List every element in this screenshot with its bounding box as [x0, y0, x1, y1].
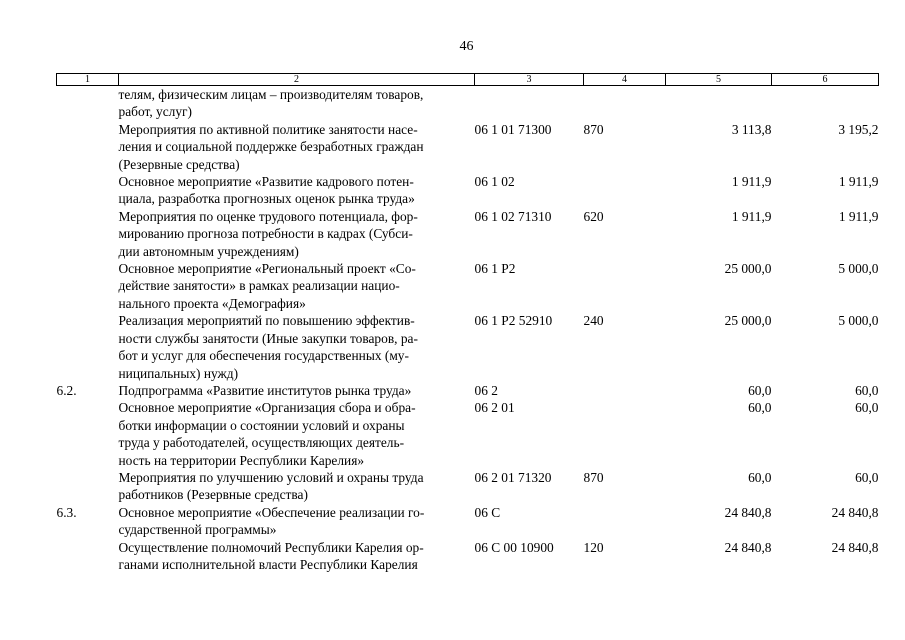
row-amount-year-2: 24 840,8 — [831, 504, 879, 520]
row-name — [119, 86, 475, 121]
row-number — [57, 260, 119, 312]
row-expense-type — [584, 260, 666, 312]
table-row — [57, 208, 879, 260]
row-number — [57, 208, 119, 260]
column-header-1: 1 — [57, 74, 119, 86]
row-amount-year-2: 60,0 — [855, 382, 879, 398]
row-number — [57, 121, 119, 173]
column-header-4: 4 — [584, 74, 666, 86]
row-name-line: работников (Резервные средства) — [118, 487, 308, 503]
row-name-line: ность на территории Республики Карелия» — [118, 452, 365, 468]
row-name-line: Подпрограмма «Развитие институтов рынка труда» — [118, 382, 412, 398]
row-amount-year-1: 60,0 — [748, 469, 772, 485]
row-code: 06 2 01 — [474, 400, 515, 416]
row-name — [119, 312, 475, 382]
row-expense-type — [584, 382, 666, 399]
row-name-line: Осуществление полномочий Республики Карелия ор- — [118, 539, 424, 555]
row-amount-year-1: 1 911,9 — [731, 208, 772, 224]
column-header-6: 6 — [772, 74, 879, 86]
row-code — [475, 86, 584, 121]
row-name-line: Основное мероприятие «Организация сбора и обра- — [118, 400, 416, 416]
table-row — [57, 539, 879, 574]
column-number-row — [57, 74, 879, 86]
row-number — [57, 312, 119, 382]
table-row — [57, 469, 879, 504]
row-amount-year-1: 60,0 — [748, 400, 772, 416]
row-amount-year-2: 5 000,0 — [838, 261, 879, 277]
row-name-line: дии автономным учреждениям) — [118, 243, 299, 259]
column-header-5: 5 — [666, 74, 772, 86]
row-number — [57, 399, 119, 469]
row-expense-type: 240 — [583, 313, 604, 329]
row-amount-year-1: 25 000,0 — [724, 261, 772, 277]
row-amount-year-1: 3 113,8 — [731, 121, 772, 137]
row-expense-type — [584, 504, 666, 539]
row-name-line: бот и услуг для обеспечения государственных (му- — [118, 348, 409, 364]
page-number: 46 — [459, 39, 474, 54]
row-amount-year-2: 3 195,2 — [838, 121, 879, 137]
row-name-line: ления и социальной поддержке безработных граждан — [118, 139, 424, 155]
row-expense-type — [584, 399, 666, 469]
table-body — [57, 86, 879, 574]
table-row — [57, 504, 879, 539]
table-row — [57, 382, 879, 399]
row-amount-year-2: 60,0 — [855, 469, 879, 485]
row-amount-year-2: 1 911,9 — [838, 174, 879, 190]
row-number — [57, 539, 119, 574]
row-name-line: Основное мероприятие «Обеспечение реализации го- — [118, 504, 425, 520]
table-row — [57, 312, 879, 382]
budget-table — [56, 73, 879, 573]
column-header-2: 2 — [119, 74, 475, 86]
row-name-line: мированию прогноза потребности в кадрах (Субси- — [118, 226, 413, 242]
row-number: 6.3. — [56, 504, 77, 520]
table-row — [57, 121, 879, 173]
table-row — [57, 260, 879, 312]
row-code: 06 1 02 — [474, 174, 515, 190]
row-expense-type — [584, 86, 666, 121]
row-number — [57, 469, 119, 504]
row-name-line: Мероприятия по оценке трудового потенциала, фор- — [118, 208, 418, 224]
row-name-line: ниципальных) нужд) — [118, 365, 239, 381]
row-expense-type: 870 — [583, 121, 604, 137]
row-name — [119, 539, 475, 574]
row-name-line: циала, разработка прогнозных оценок рынка труда» — [118, 191, 415, 207]
row-code: 06 1 P2 52910 — [474, 313, 553, 329]
row-name-line: Мероприятия по активной политике занятости насе- — [118, 121, 418, 137]
row-amount-year-1 — [666, 86, 772, 121]
row-expense-type: 620 — [583, 208, 604, 224]
row-name — [119, 260, 475, 312]
row-name — [119, 504, 475, 539]
row-name-line: работ, услуг) — [118, 104, 192, 120]
row-expense-type: 870 — [583, 469, 604, 485]
row-code: 06 1 02 71310 — [474, 208, 552, 224]
row-amount-year-2: 5 000,0 — [838, 313, 879, 329]
row-expense-type — [584, 173, 666, 208]
row-name — [119, 173, 475, 208]
row-name-line: сударственной программы» — [118, 522, 277, 538]
row-number — [57, 86, 119, 121]
row-amount-year-2: 24 840,8 — [831, 539, 879, 555]
row-name-line: действие занятости» в рамках реализации нацио- — [118, 278, 400, 294]
row-number: 6.2. — [56, 382, 77, 398]
row-name — [119, 208, 475, 260]
row-name-line: Основное мероприятие «Региональный проект «Со- — [118, 261, 416, 277]
row-name-line: Основное мероприятие «Развитие кадрового потен- — [118, 174, 414, 190]
row-name-line: ботки информации о состоянии условий и охраны — [118, 417, 405, 433]
row-name-line: (Резервные средства) — [118, 156, 240, 172]
row-name — [119, 121, 475, 173]
row-code: 06 1 01 71300 — [474, 121, 552, 137]
row-name — [119, 399, 475, 469]
row-amount-year-2: 1 911,9 — [838, 208, 879, 224]
row-name-line: ности службы занятости (Иные закупки товаров, ра- — [118, 330, 418, 346]
row-expense-type: 120 — [583, 539, 604, 555]
row-code: 06 С — [474, 504, 501, 520]
row-number — [57, 173, 119, 208]
row-amount-year-1: 24 840,8 — [724, 539, 772, 555]
table-row — [57, 86, 879, 121]
row-code: 06 1 P2 — [474, 261, 516, 277]
row-name-line: телям, физическим лицам – производителям товаров, — [118, 87, 424, 102]
row-name-line: Реализация мероприятий по повышению эффектив- — [118, 313, 415, 329]
row-code: 06 С 00 10900 — [474, 539, 554, 555]
row-amount-year-1: 60,0 — [748, 382, 772, 398]
row-amount-year-1: 1 911,9 — [731, 174, 772, 190]
row-amount-year-2: 60,0 — [855, 400, 879, 416]
row-amount-year-1: 25 000,0 — [724, 313, 772, 329]
column-header-3: 3 — [475, 74, 584, 86]
row-name-line: труда у работодателей, осуществляющих деятель- — [118, 435, 405, 451]
row-name — [119, 469, 475, 504]
row-amount-year-2 — [772, 86, 879, 121]
row-name-line: Мероприятия по улучшению условий и охраны труда — [118, 469, 424, 485]
row-name-line: нального проекта «Демография» — [118, 295, 306, 311]
row-amount-year-1: 24 840,8 — [724, 504, 772, 520]
table-row — [57, 399, 879, 469]
row-code: 06 2 — [474, 382, 498, 398]
row-code: 06 2 01 71320 — [474, 469, 552, 485]
row-name — [119, 382, 475, 399]
row-name-line: ганами исполнительной власти Республики Карелия — [118, 556, 418, 572]
table-row — [57, 173, 879, 208]
